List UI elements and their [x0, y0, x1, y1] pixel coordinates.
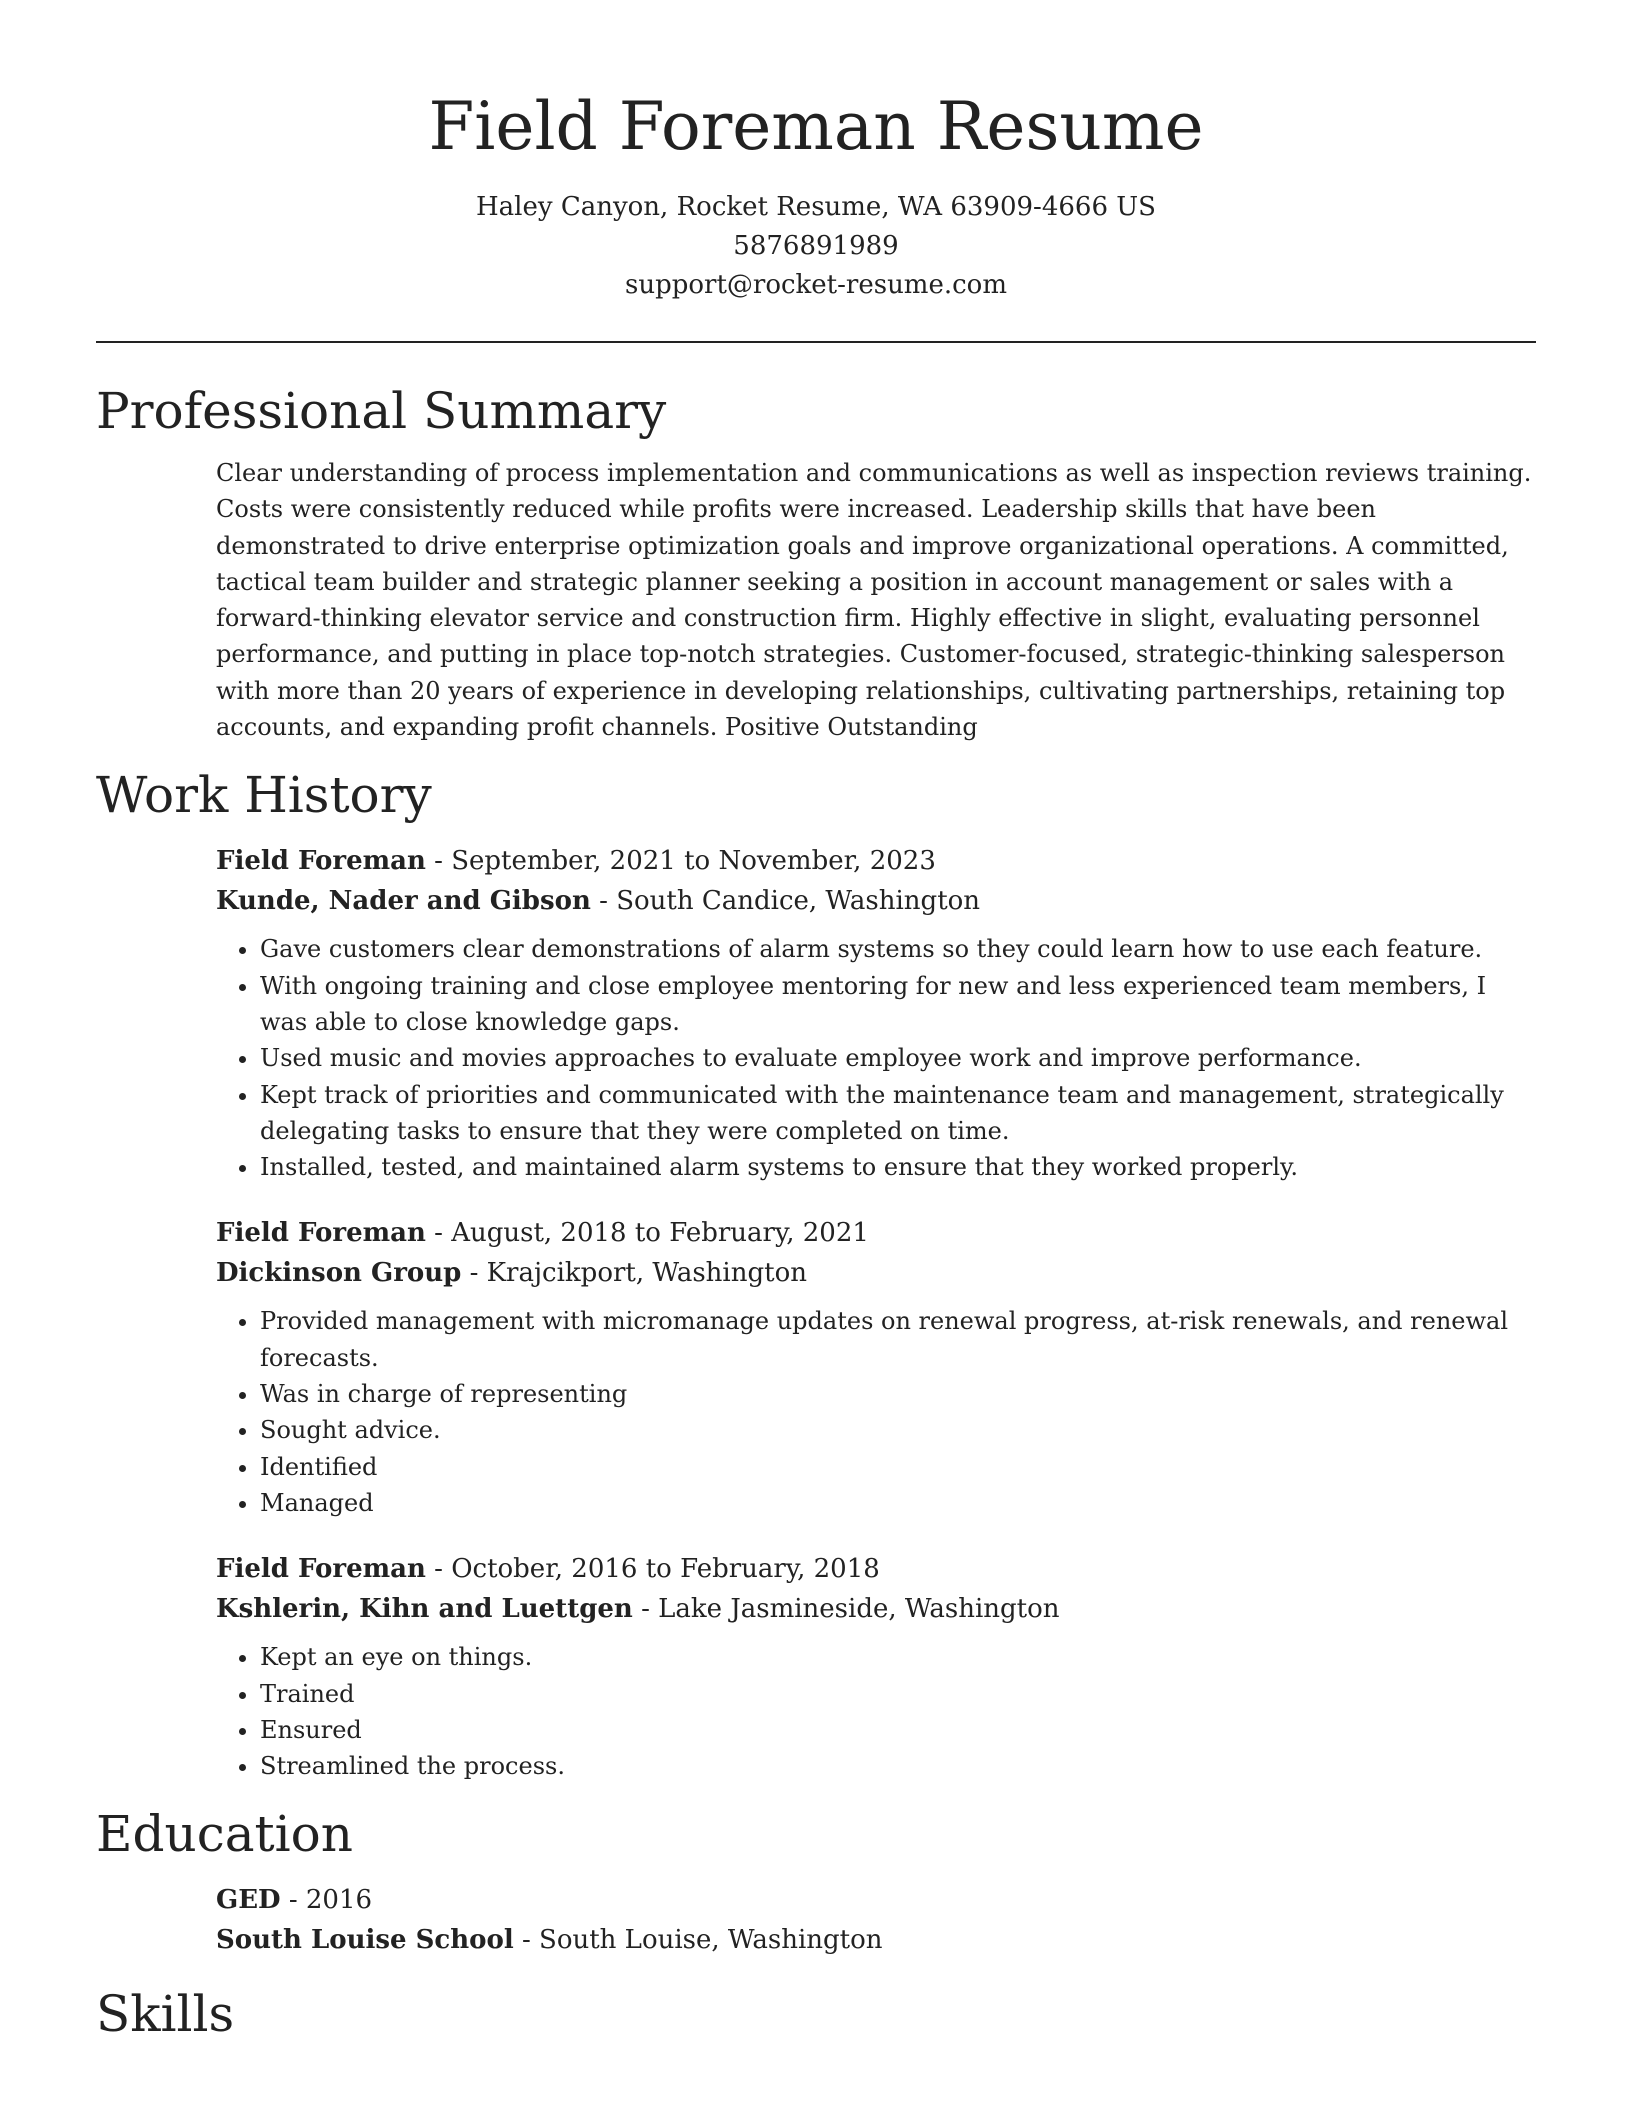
job-dates: - August, 2018 to February, 2021 [425, 1218, 869, 1249]
job-bullet: • Identified [260, 1449, 1536, 1485]
education-degree-line [216, 1880, 1536, 1920]
education-year: - 2016 [280, 1885, 373, 1916]
job-bullet: • Kept an eye on things. [260, 1639, 1536, 1675]
job-entry [216, 841, 1536, 1185]
job-company: Kunde, Nader and Gibson [216, 886, 591, 917]
job-entry [216, 1213, 1536, 1521]
education-school-line [216, 1920, 1536, 1960]
job-bullet: • Provided management with micromanage updates on renewal progress, at-risk renewals, and renewal forecasts. [260, 1303, 1536, 1376]
job-bullet: • Used music and movies approaches to evaluate employee work and improve performance. [260, 1040, 1536, 1076]
job-bullet: • Installed, tested, and maintained alarm systems to ensure that they worked properly. [260, 1149, 1536, 1185]
job-bullet: • With ongoing training and close employee mentoring for new and less experienced team members, I was able to close knowledge gaps. [260, 968, 1536, 1041]
contact-email: support@rocket-resume.com [624, 270, 1007, 300]
job-title: Field Foreman [216, 1554, 426, 1585]
education-degree: GED [216, 1885, 281, 1916]
job-bullet: • Kept track of priorities and communicated with the maintenance team and management, strategically delegating tasks to ensure that they were completed on time. [260, 1077, 1536, 1150]
job-company-line [216, 1589, 1536, 1629]
summary-section [96, 379, 1536, 745]
job-company-line [216, 1253, 1536, 1293]
job-dates: - October, 2016 to February, 2018 [425, 1554, 880, 1585]
summary-heading: Professional Summary [96, 382, 667, 440]
education-location: - South Louise, Washington [513, 1925, 883, 1956]
job-title-line [216, 1549, 1536, 1589]
job-bullet: • Sought advice. [260, 1412, 1536, 1448]
job-bullet: • Streamlined the process. [260, 1748, 1536, 1784]
job-company: Kshlerin, Kihn and Luettgen [216, 1594, 633, 1625]
job-entry [216, 1549, 1536, 1784]
education-section [96, 1802, 1536, 1960]
job-bullet-list [216, 1303, 1536, 1521]
job-bullet: • Trained [260, 1676, 1536, 1712]
contact-phone: 5876891989 [733, 231, 899, 261]
job-title: Field Foreman [216, 846, 426, 877]
job-bullet: • Managed [260, 1485, 1536, 1521]
job-title-line [216, 1213, 1536, 1253]
job-company-line [216, 881, 1536, 921]
job-bullet: • Ensured [260, 1712, 1536, 1748]
job-bullet: • Gave customers clear demonstrations of alarm systems so they could learn how to use each feature. [260, 931, 1536, 967]
job-company: Dickinson Group [216, 1258, 462, 1289]
work-history-section [96, 763, 1536, 1784]
contact-address: Haley Canyon, Rocket Resume, WA 63909-4666 US [476, 192, 1156, 222]
job-bullet: • Was in charge of representing [260, 1376, 1536, 1412]
header-divider [96, 341, 1536, 343]
education-heading: Education [96, 1805, 353, 1864]
summary-text: Clear understanding of process implementation and communications as well as inspection reviews training. Costs were consistently reduced while profits were increased. Leadership skills that have been demonstrated to drive enterprise optimization goals and improve organizational operations. A committed, tactical team builder and strategic planner seeking a position in account management or sales with a forward-thinking elevator service and construction firm. Highly effective in slight, evaluating personnel performance, and putting in place top-notch strategies. Customer-focused, strategic-thinking salesperson with more than 20 years of experience in developing relationships, cultivating partnerships, retaining top accounts, and expanding profit channels. Positive Outstanding [216, 459, 1532, 742]
resume-title: Field Foreman Resume [428, 88, 1204, 165]
contact-block [96, 188, 1536, 305]
job-location: - Krajcikport, Washington [461, 1258, 807, 1289]
resume-header [96, 0, 1536, 305]
job-location: - Lake Jasmineside, Washington [632, 1594, 1060, 1625]
job-location: - South Candice, Washington [590, 886, 981, 917]
education-school: South Louise School [216, 1925, 514, 1956]
job-bullet-list [216, 931, 1536, 1185]
skills-heading: Skills [96, 1985, 235, 2044]
skills-section [96, 1982, 1536, 2046]
job-title: Field Foreman [216, 1218, 426, 1249]
work-history-heading: Work History [96, 766, 432, 825]
job-bullet-list [216, 1639, 1536, 1784]
job-dates: - September, 2021 to November, 2023 [425, 846, 936, 877]
job-title-line [216, 841, 1536, 881]
education-entry [216, 1880, 1536, 1960]
